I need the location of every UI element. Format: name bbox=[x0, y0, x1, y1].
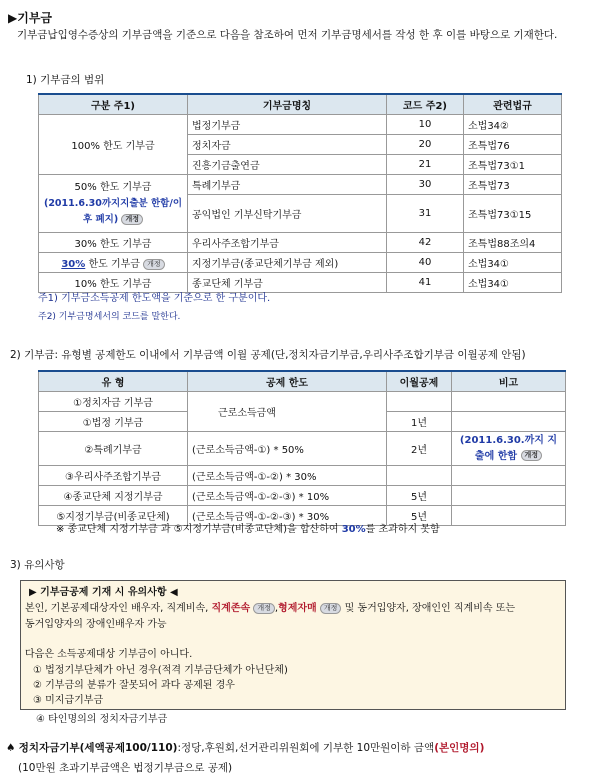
donation-name: 공익법인 기부신탁기부금 bbox=[188, 195, 387, 233]
col-header-code: 코드 주2) bbox=[387, 94, 464, 115]
limit-cell: (근로소득금액-①-②-③) * 30% bbox=[188, 506, 387, 526]
revision-badge: 개정 bbox=[253, 603, 275, 614]
caution-item: ② 기부금의 분류가 잘못되어 과다 공제된 경우 bbox=[33, 680, 235, 691]
group-30: 30% 한도 기부금 bbox=[39, 233, 188, 253]
col-header-type: 유 형 bbox=[39, 371, 188, 392]
remark-cell bbox=[452, 412, 566, 432]
remark-cell bbox=[452, 506, 566, 526]
footnote-2: 주2) 기부금명세서의 코드를 말한다. bbox=[38, 312, 181, 322]
type-cell: ④종교단체 지정기부금 bbox=[39, 486, 188, 506]
donation-scope-table bbox=[38, 93, 562, 293]
caution-item: ③ 미지급기부금 bbox=[33, 695, 104, 706]
intro-text: 기부금납입영수증상의 기부금액을 기준으로 다음을 참조하여 먼저 기부금명세서를 작성 한 후 이를 바탕으로 기재한다. bbox=[17, 29, 558, 41]
donation-name: 지정기부금(종교단체기부금 제외) bbox=[188, 253, 387, 273]
donation-code: 41 bbox=[387, 273, 464, 293]
footnote-1: 주1) 기부금소득공제 한도액을 기준으로 한 구분이다. bbox=[38, 293, 271, 304]
group-100: 100% 한도 기부금 bbox=[39, 115, 188, 175]
siblings: 형제자매 bbox=[278, 603, 317, 614]
donation-law: 소법34① bbox=[464, 273, 562, 293]
caution-item: ① 법정기부단체가 아닌 경우(적격 기부금단체가 아닌단체) bbox=[33, 665, 288, 676]
carry-cell: 1년 bbox=[387, 412, 452, 432]
group-10: 10% 한도 기부금 bbox=[39, 273, 188, 293]
merged-limit-cell: 근로소득금액 bbox=[188, 392, 387, 432]
donation-name: 법정기부금 bbox=[188, 115, 387, 135]
donation-law: 조특법88조의4 bbox=[464, 233, 562, 253]
donation-name: 우리사주조합기부금 bbox=[188, 233, 387, 253]
donation-law: 조특법73 bbox=[464, 175, 562, 195]
carry-cell: 5년 bbox=[387, 506, 452, 526]
donation-code: 10 bbox=[387, 115, 464, 135]
type-cell: ②특례기부금 bbox=[39, 432, 188, 466]
footer-bold: 정치자금기부(세액공제100/110) bbox=[18, 742, 178, 754]
donation-code: 30 bbox=[387, 175, 464, 195]
caution-line-3: 다음은 소득공제대상 기부금이 아니다. bbox=[25, 649, 193, 660]
donation-law: 조특법73①15 bbox=[464, 195, 562, 233]
caution-sep: , bbox=[274, 603, 279, 614]
section-1-heading: 1) 기부금의 범위 bbox=[26, 74, 105, 86]
remark-cell bbox=[452, 392, 566, 412]
revision-badge: 개정 bbox=[320, 603, 342, 614]
caution-line-1-b: 및 동거입양자, 장애인인 직계비속 또는 bbox=[341, 603, 516, 614]
lineal-ascendant: 직계존속 bbox=[211, 603, 251, 614]
footnote-3-pct: 30% bbox=[341, 524, 366, 535]
caution-line-1-a: 본인, 기본공제대상자인 배우자, 직계비속, bbox=[25, 603, 212, 614]
carry-cell bbox=[387, 392, 452, 412]
donation-law: 조특법76 bbox=[464, 135, 562, 155]
table-header-row bbox=[39, 371, 566, 392]
donation-law: 소법34② bbox=[464, 115, 562, 135]
footnote-3-text-b: 를 초과하지 못함 bbox=[365, 524, 440, 535]
caution-heading: ▶ 기부금공제 기재 시 유의사항 ◀ bbox=[29, 587, 178, 598]
table-row bbox=[39, 486, 566, 506]
table-row bbox=[39, 466, 566, 486]
remark-cell bbox=[452, 466, 566, 486]
donation-name: 진흥기금출연금 bbox=[188, 155, 387, 175]
carry-cell: 2년 bbox=[387, 432, 452, 466]
carry-cell: 5년 bbox=[387, 486, 452, 506]
donation-name: 정치자금 bbox=[188, 135, 387, 155]
revision-badge: 개정 bbox=[121, 214, 143, 225]
table-row bbox=[39, 432, 566, 466]
footnote-3-text-a: ※ 종교단체 지정기부금 과 ⑤지정기부금(비종교단체)을 합산하여 bbox=[56, 524, 342, 535]
limit-cell: (근로소득금액-①-②-③) * 10% bbox=[188, 486, 387, 506]
footer-line bbox=[6, 740, 484, 755]
group-30-designated bbox=[39, 253, 188, 273]
caution-line-2: 동거입양자의 장애인배우자 가능 bbox=[25, 619, 167, 630]
table-row bbox=[39, 233, 562, 253]
footer-red: (본인명의) bbox=[434, 742, 485, 754]
table-row bbox=[39, 175, 562, 195]
remark-cell bbox=[452, 432, 566, 466]
group-30-designated-label: 한도 기부금 bbox=[85, 259, 140, 270]
col-header-remark: 비고 bbox=[452, 371, 566, 392]
caution-line-1 bbox=[25, 601, 515, 616]
section-3-heading: 3) 유의사항 bbox=[10, 559, 65, 571]
table-header-row bbox=[39, 94, 562, 115]
section-2-heading: 2) 기부금: 유형별 공제한도 이내에서 기부금액 이월 공제(단,정치자금기부금,우리사주조합기부금 이월공제 안됨) bbox=[10, 349, 526, 361]
col-header-name: 기부금명칭 bbox=[188, 94, 387, 115]
remark-cell bbox=[452, 486, 566, 506]
col-header-limit: 공제 한도 bbox=[188, 371, 387, 392]
footnote-3 bbox=[56, 520, 440, 535]
table-row bbox=[39, 392, 566, 412]
group-50-note-text: (2011.6.30까지지출분 한함/이후 폐지) bbox=[43, 197, 183, 225]
page-title: ▶기부금 bbox=[8, 11, 53, 25]
table-row bbox=[39, 253, 562, 273]
donation-name: 특례기부금 bbox=[188, 175, 387, 195]
type-cell: ①정치자금 기부금 bbox=[39, 392, 188, 412]
spade-bullet: ♠ bbox=[6, 742, 16, 754]
caution-box bbox=[20, 580, 566, 710]
group-30-pct: 30% bbox=[61, 259, 86, 270]
group-50-label: 50% 한도 기부금 bbox=[74, 181, 152, 193]
type-cell: ⑤지정기부금(비종교단체) bbox=[39, 506, 188, 526]
footer-line-2: (10만원 초과기부금액은 법정기부금으로 공제) bbox=[18, 762, 233, 774]
footer-text: :정당,후원회,선거관리위원회에 기부한 10만원이하 금액 bbox=[177, 742, 435, 754]
caution-item: ④ 타인명의의 정치자금기부금 bbox=[36, 714, 168, 725]
type-cell: ③우리사주조합기부금 bbox=[39, 466, 188, 486]
limit-cell: (근로소득금액-①-②) * 30% bbox=[188, 466, 387, 486]
carryover-table bbox=[38, 370, 566, 526]
donation-code: 42 bbox=[387, 233, 464, 253]
donation-code: 31 bbox=[387, 195, 464, 233]
revision-badge: 개정 bbox=[143, 259, 165, 270]
remark-text: (2011.6.30.까지 지출에 한함 bbox=[459, 434, 558, 462]
col-header-carry: 이월공제 bbox=[387, 371, 452, 392]
col-header-category: 구분 주1) bbox=[39, 94, 188, 115]
donation-code: 40 bbox=[387, 253, 464, 273]
carry-cell bbox=[387, 466, 452, 486]
donation-law: 조특법73①1 bbox=[464, 155, 562, 175]
donation-law: 소법34① bbox=[464, 253, 562, 273]
donation-code: 21 bbox=[387, 155, 464, 175]
group-50-note bbox=[43, 196, 183, 228]
group-50 bbox=[39, 175, 188, 233]
table-row bbox=[39, 115, 562, 135]
col-header-law: 관련법규 bbox=[464, 94, 562, 115]
donation-name: 종교단체 기부금 bbox=[188, 273, 387, 293]
type-cell: ①법정 기부금 bbox=[39, 412, 188, 432]
donation-code: 20 bbox=[387, 135, 464, 155]
revision-badge: 개정 bbox=[521, 450, 543, 461]
limit-cell: (근로소득금액-①) * 50% bbox=[188, 432, 387, 466]
